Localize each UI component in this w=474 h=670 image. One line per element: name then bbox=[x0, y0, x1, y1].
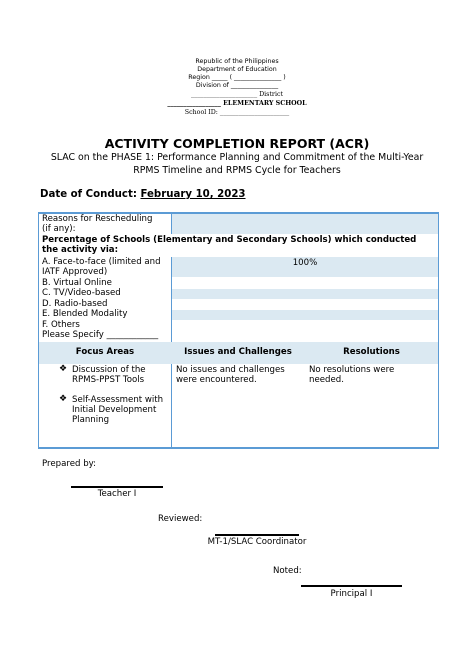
reasons-label-line-2: (if any): bbox=[42, 224, 76, 234]
option-e: E. Blended Modality bbox=[42, 309, 128, 319]
noted-label: Noted: bbox=[273, 566, 302, 576]
option-a-line-1: A. Face-to-face (limited and bbox=[42, 257, 161, 267]
option-a-value: 100% bbox=[292, 258, 318, 268]
activity-table bbox=[38, 212, 439, 449]
issues-line-1: No issues and challenges bbox=[176, 365, 285, 375]
option-f: F. Others bbox=[42, 320, 80, 330]
focus-1-line-2: RPMS-PPST Tools bbox=[72, 375, 145, 385]
option-e-value-cell bbox=[172, 310, 438, 320]
col-resolutions: Resolutions bbox=[343, 347, 400, 357]
header-district: _____________________ District bbox=[190, 91, 284, 98]
header-school-id: School ID: ______________________ bbox=[184, 109, 290, 116]
option-b: B. Virtual Online bbox=[42, 278, 112, 288]
bullet-diamond-icon: ❖ bbox=[59, 364, 68, 374]
header-region: Region _____ ( _______________ ) bbox=[188, 74, 286, 81]
focus-2-line-3: Planning bbox=[72, 415, 110, 425]
option-c-value-cell bbox=[172, 289, 438, 299]
reasons-label-line-1: Reasons for Rescheduling bbox=[42, 214, 153, 224]
reasons-value-cell bbox=[172, 214, 438, 234]
option-a-line-2: IATF Approved) bbox=[42, 267, 108, 277]
date-value: February 10, 2023 bbox=[140, 189, 246, 200]
principal-signature-line bbox=[301, 585, 402, 587]
header-republic: Republic of the Philippines bbox=[195, 58, 279, 65]
option-c: C. TV/Video-based bbox=[42, 288, 121, 298]
coordinator-signature-line bbox=[215, 534, 299, 536]
reviewed-label: Reviewed: bbox=[158, 514, 203, 524]
focus-2-line-1: Self-Assessment with bbox=[72, 395, 164, 405]
focus-1-line-1: Discussion of the bbox=[72, 365, 146, 375]
subtitle-line-1: SLAC on the PHASE 1: Performance Planning and Commitment of the Multi-Year bbox=[50, 152, 424, 163]
resolutions-line-2: needed. bbox=[309, 375, 344, 385]
header-division: Division of _______________ bbox=[195, 82, 279, 89]
resolutions-line-1: No resolutions were bbox=[309, 365, 395, 375]
teacher-title: Teacher I bbox=[97, 489, 137, 499]
subtitle-line-2: RPMS Timeline and RPMS Cycle for Teachers bbox=[133, 165, 341, 176]
focus-2-line-2: Initial Development bbox=[72, 405, 157, 415]
header-school: _________________ ELEMENTARY SCHOOL bbox=[167, 100, 307, 107]
issues-line-2: were encountered. bbox=[176, 375, 257, 385]
bullet-diamond-icon: ❖ bbox=[59, 394, 68, 404]
col-focus-areas: Focus Areas bbox=[75, 347, 135, 357]
coordinator-title: MT-1/SLAC Coordinator bbox=[207, 537, 307, 547]
header-department: Department of Education bbox=[197, 66, 277, 73]
page-title: ACTIVITY COMPLETION REPORT (ACR) bbox=[104, 136, 370, 151]
prepared-by-label: Prepared by: bbox=[42, 459, 97, 469]
percentage-label-line-1: Percentage of Schools (Elementary and Secondary Schools) which conducted bbox=[42, 235, 417, 245]
date-label: Date of Conduct: bbox=[40, 189, 137, 200]
date-of-conduct bbox=[40, 189, 246, 200]
teacher-signature-line bbox=[71, 486, 163, 488]
percentage-label-line-2: the activity via: bbox=[42, 245, 119, 255]
principal-title: Principal I bbox=[330, 589, 373, 599]
col-issues: Issues and Challenges bbox=[184, 347, 292, 357]
option-d: D. Radio-based bbox=[42, 299, 108, 309]
please-specify: Please Specify ____________ bbox=[42, 330, 159, 340]
